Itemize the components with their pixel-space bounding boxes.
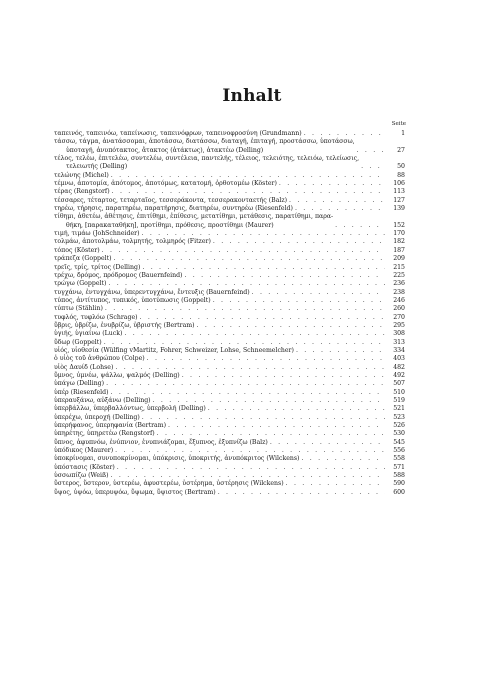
toc-entry-text xyxy=(54,389,108,397)
toc-page-number: 510 xyxy=(393,388,405,396)
dot-leader xyxy=(296,347,385,355)
toc-entry xyxy=(54,247,405,255)
dot-leader xyxy=(142,414,385,422)
toc-entry-line: ὑπόδικος (Maurer) xyxy=(54,447,114,455)
toc-entry-line: ὑγιής, ὑγιαίνω (Luck) xyxy=(54,330,123,338)
toc-entry-line: ὕμνος, ὑμνέω, ψάλλω, ψαλμός (Delling) xyxy=(54,371,180,379)
toc-page-number: 571 xyxy=(393,463,405,471)
toc-entry-text xyxy=(54,372,180,380)
toc-entry-line: τυφλός, τυφλόω (Schrage) xyxy=(54,313,138,321)
toc-entry-continuation-line: ὑποταγή, ἀνυπότακτος, ἄτακτος (ἀτάκτως), ἀτακτέω (Delling) xyxy=(66,146,264,154)
toc-entry-text xyxy=(54,330,122,338)
dot-leader xyxy=(114,255,385,263)
toc-page-number: 313 xyxy=(393,338,405,346)
toc-page-number: 507 xyxy=(393,380,405,388)
toc-page-number: 236 xyxy=(393,280,405,288)
toc-entry-line: τράπεζα (Goppelt) xyxy=(54,255,112,263)
dot-leader xyxy=(357,147,385,155)
toc-entry-text xyxy=(54,414,140,422)
toc-entry-text xyxy=(54,364,113,372)
toc-page-number: 187 xyxy=(393,246,405,254)
toc-entry xyxy=(54,322,405,330)
dot-leader xyxy=(279,180,385,188)
toc-entry-line: ὑπεραυξάνω, αὐξάνω (Delling) xyxy=(54,397,151,404)
toc-entry-line: τάσσω, τάγμα, ἀνατάσσομαι, ἀποτάσσω, διατάσσω, διαταγή, ἐπιταγή, προστάσσω, ὑποτάσσω, xyxy=(54,138,355,146)
dot-leader xyxy=(124,330,385,338)
toc-entry-line: ὕψος, ὑψόω, ὑπερυψόω, ὕψωμα, ὕψιστος (Bertram) xyxy=(54,488,216,496)
toc-page-number: 492 xyxy=(393,371,405,379)
toc-entry-line: τρεῖς, τρίς, τρίτος (Delling) xyxy=(54,263,141,271)
dot-leader xyxy=(102,247,385,255)
page-title: Inhalt xyxy=(222,86,282,106)
toc-entry xyxy=(54,188,405,196)
dot-leader xyxy=(108,280,385,288)
toc-page-number: 588 xyxy=(393,472,405,480)
toc-page-number: 558 xyxy=(393,455,405,463)
toc-entry-line: τρέχω, δρόμος, πρόδρομος (Bauernfeind) xyxy=(54,271,183,279)
toc-page-number: 521 xyxy=(393,405,405,413)
toc-entry xyxy=(54,405,405,413)
toc-entry-continuation-line: θήκη, [παρακαταθήκη], προτίθημι, πρόθεσις, προστίθημι (Maurer) xyxy=(66,221,274,229)
toc-entry-text xyxy=(54,230,140,238)
dot-leader xyxy=(270,439,385,447)
toc-entry-text xyxy=(54,297,211,305)
dot-leader xyxy=(115,447,385,455)
toc-entry-line: τέρας (Rengstorf) xyxy=(54,188,110,196)
toc-entry xyxy=(54,213,405,230)
dot-leader xyxy=(335,222,385,230)
toc-entry-text xyxy=(54,155,359,172)
toc-page-number: 209 xyxy=(393,255,405,263)
toc-entry-line: ὑποκρίνομαι, συνυποκρίνομαι, ὑπόκρισις, ὑποκριτής, ἀνυπόκριτος (Wilckens) xyxy=(54,455,300,463)
dot-leader xyxy=(147,355,385,363)
toc-page-number: 50 xyxy=(397,163,405,171)
toc-entry xyxy=(54,138,405,155)
toc-entry-text xyxy=(54,172,109,180)
toc-entry-text xyxy=(54,430,155,438)
toc-entry-text xyxy=(54,188,110,196)
toc-entry-line: ὑπηρέτης, ὑπηρετέω (Rengstorf) xyxy=(54,430,155,438)
toc-entry xyxy=(54,155,405,172)
toc-entry xyxy=(54,197,405,205)
dot-leader xyxy=(252,289,385,297)
toc-entry-line: ὑπόστασις (Köster) xyxy=(54,463,115,471)
toc-entry xyxy=(54,364,405,372)
toc-entry xyxy=(54,389,405,397)
dot-leader xyxy=(361,163,385,171)
table-of-contents xyxy=(54,130,405,497)
toc-entry-line: τόπος (Köster) xyxy=(54,246,100,254)
dot-leader xyxy=(115,364,385,372)
toc-entry-text xyxy=(54,264,140,272)
dot-leader xyxy=(112,188,385,196)
dot-leader xyxy=(110,389,385,397)
toc-entry-line: ὑσσωπίζω (Weiß) xyxy=(54,472,109,480)
toc-page-number: 246 xyxy=(393,296,405,304)
toc-entry-line: ὑπάγω (Delling) xyxy=(54,380,105,388)
toc-entry xyxy=(54,464,405,472)
toc-entry-line: τηρέω, τήρησις, παρατηρέω, παρατήρησις, διατηρέω, συντηρέω (Riesenfeld) xyxy=(54,205,293,213)
dot-leader xyxy=(182,372,385,380)
toc-page-number: 530 xyxy=(393,430,405,438)
dot-leader xyxy=(157,430,385,438)
toc-entry-text xyxy=(54,455,299,463)
dot-leader xyxy=(105,305,385,313)
toc-entry-text xyxy=(54,272,182,280)
page-column-header: Seite xyxy=(391,121,406,127)
toc-entry xyxy=(54,255,405,263)
toc-entry-text xyxy=(54,339,102,347)
toc-entry-text xyxy=(54,439,268,447)
toc-entry-text xyxy=(54,238,211,246)
toc-entry-text xyxy=(54,422,166,430)
toc-entry xyxy=(54,397,405,405)
toc-entry-line: τολμάω, ἀποτολμάω, τολμητής, τολμηρός (Fitzer) xyxy=(54,238,211,246)
toc-page-number: 556 xyxy=(393,447,405,455)
toc-entry-text xyxy=(54,447,113,455)
toc-entry xyxy=(54,430,405,438)
dot-leader xyxy=(168,422,385,430)
toc-entry xyxy=(54,330,405,338)
toc-page-number: 545 xyxy=(393,438,405,446)
toc-page-number: 482 xyxy=(393,363,405,371)
dot-leader xyxy=(111,172,385,180)
dot-leader xyxy=(153,397,385,405)
toc-entry xyxy=(54,489,405,497)
toc-entry-line: τύπος, ἀντίτυπος, τυπικός, ὑποτύπωσις (Goppelt) xyxy=(54,296,211,304)
toc-entry-line: ὕβρις, ὑβρίζω, ἐνυβρίζω, ὑβριστής (Bertram) xyxy=(54,321,195,329)
toc-entry xyxy=(54,314,405,322)
toc-page-number: 270 xyxy=(393,313,405,321)
toc-entry-text xyxy=(54,213,333,230)
toc-entry-line: ὕστερος, ὕστερον, ὑστερέω, ἀφυστερέω, ὑστέρημα, ὑστέρησις (Wilckens) xyxy=(54,480,284,488)
toc-entry-text xyxy=(54,138,355,155)
toc-entry-line: τυγχάνω, ἐντυγχάνω, ὑπερεντυγχάνω, ἔντευξις (Bauernfeind) xyxy=(54,288,250,296)
dot-leader xyxy=(208,405,385,413)
toc-entry-text xyxy=(54,197,287,205)
toc-entry-text xyxy=(54,380,104,388)
toc-entry-text xyxy=(54,347,294,355)
dot-leader xyxy=(111,472,385,480)
toc-entry xyxy=(54,180,405,188)
toc-entry-line: τίθημι, ἀθετέω, ἀθέτησις, ἐπιτίθημι, ἐπίθεσις, μετατίθημι, μετάθεσις, παρατίθημι, παρα- xyxy=(54,213,334,221)
toc-page-number: 215 xyxy=(393,263,405,271)
toc-page-number: 295 xyxy=(393,321,405,329)
toc-entry xyxy=(54,355,405,363)
dot-leader xyxy=(289,197,385,205)
toc-entry xyxy=(54,238,405,246)
toc-entry xyxy=(54,380,405,388)
toc-entry-line: υἱός, υἱοθεσία (Wülfing vMartitz, Fohrer, Schweizer, Lohse, Schneemelcher) xyxy=(54,346,294,354)
toc-entry-text xyxy=(54,314,138,322)
toc-page-number: 308 xyxy=(393,330,405,338)
toc-entry-line: ταπεινός, ταπεινόω, ταπείνωσις, ταπεινόφρων, ταπεινοφροσύνη (Grundmann) xyxy=(54,130,302,137)
toc-entry-text xyxy=(54,397,151,405)
toc-entry-text xyxy=(54,205,293,213)
dot-leader xyxy=(213,238,385,246)
toc-page-number: 526 xyxy=(393,422,405,430)
toc-entry-text xyxy=(54,280,106,288)
toc-page-number: 27 xyxy=(397,146,405,154)
toc-entry xyxy=(54,347,405,355)
dot-leader xyxy=(142,230,386,238)
toc-entry-text xyxy=(54,247,100,255)
dot-leader xyxy=(213,297,385,305)
toc-page-number: 334 xyxy=(393,346,405,354)
toc-entry xyxy=(54,130,405,138)
toc-entry xyxy=(54,272,405,280)
dot-leader xyxy=(218,489,385,497)
toc-entry-text xyxy=(54,405,206,413)
toc-page-number: 127 xyxy=(393,196,405,204)
dot-leader xyxy=(140,314,385,322)
toc-entry-line: ὕδωρ (Goppelt) xyxy=(54,338,102,346)
dot-leader xyxy=(197,322,385,330)
toc-entry xyxy=(54,414,405,422)
dot-leader xyxy=(142,264,385,272)
dot-leader xyxy=(286,480,385,488)
dot-leader xyxy=(104,339,385,347)
toc-page-number: 238 xyxy=(393,288,405,296)
toc-entry-text xyxy=(54,305,103,313)
toc-entry xyxy=(54,339,405,347)
toc-entry-text xyxy=(54,322,195,330)
toc-entry xyxy=(54,447,405,455)
toc-entry-line: τέσσαρες, τέταρτος, τεταρταῖος, τεσσεράκοντα, τεσσερακονταετής (Balz) xyxy=(54,196,288,204)
dot-leader xyxy=(106,380,385,388)
toc-entry xyxy=(54,172,405,180)
dot-leader xyxy=(304,130,385,138)
toc-entry-text xyxy=(54,130,302,138)
toc-page-number: 590 xyxy=(393,480,405,488)
toc-entry-line: ὑπέρ (Riesenfeld) xyxy=(54,388,109,396)
toc-page-number: 260 xyxy=(393,305,405,313)
dot-leader xyxy=(117,464,385,472)
toc-entry-text xyxy=(54,464,115,472)
toc-page-number: 170 xyxy=(393,230,405,238)
toc-entry-continuation-line: τελειωτής (Delling) xyxy=(66,163,128,171)
toc-entry xyxy=(54,439,405,447)
toc-entry xyxy=(54,372,405,380)
toc-entry-line: ὑπερέχω, ὑπεροχή (Delling) xyxy=(54,413,140,421)
toc-entry-line: ὁ υἱὸς τοῦ ἀνθρώπου (Colpe) xyxy=(54,355,145,363)
toc-entry-text xyxy=(54,355,145,363)
dot-leader xyxy=(295,205,385,213)
toc-entry xyxy=(54,455,405,463)
toc-page-number: 106 xyxy=(393,180,405,188)
toc-entry-line: τύπτω (Stählin) xyxy=(54,305,103,313)
toc-entry-line: τελώνης (Michel) xyxy=(54,171,109,179)
toc-page-number: 113 xyxy=(393,188,405,196)
toc-entry xyxy=(54,289,405,297)
dot-leader xyxy=(184,272,385,280)
toc-entry-line: τέμνω, ἀποτομία, ἀπότομος, ἀποτόμως, κατατομή, ὀρθοτομέω (Köster) xyxy=(54,180,277,188)
toc-entry xyxy=(54,205,405,213)
toc-entry xyxy=(54,230,405,238)
toc-page-number: 403 xyxy=(393,355,405,363)
toc-page-number: 523 xyxy=(393,413,405,421)
toc-page-number: 600 xyxy=(393,488,405,496)
toc-page-number: 1 xyxy=(401,130,405,137)
toc-entry xyxy=(54,305,405,313)
toc-entry xyxy=(54,480,405,488)
toc-entry-text xyxy=(54,255,112,263)
toc-entry xyxy=(54,472,405,480)
toc-page-number: 152 xyxy=(393,221,405,229)
toc-page-number: 225 xyxy=(393,271,405,279)
toc-entry-line: τιμή, τιμάω (JohSchneider) xyxy=(54,230,140,238)
toc-entry-text xyxy=(54,480,284,488)
toc-entry xyxy=(54,422,405,430)
toc-entry-text xyxy=(54,289,250,297)
toc-page-number: 182 xyxy=(393,238,405,246)
toc-entry-text xyxy=(54,489,216,497)
toc-entry-line: ὑπερήφανος, ὑπερηφανία (Bertram) xyxy=(54,422,166,430)
toc-entry-line: τρώγω (Goppelt) xyxy=(54,280,107,288)
dot-leader xyxy=(301,455,385,463)
toc-page-number: 519 xyxy=(393,397,405,404)
toc-entry-line: ὑπερβάλλω, ὑπερβαλλόντως, ὑπερβολή (Delling) xyxy=(54,405,206,413)
toc-entry xyxy=(54,297,405,305)
toc-entry-text xyxy=(54,472,109,480)
toc-entry-line: υἱὸς Δαυίδ (Lohse) xyxy=(54,363,114,371)
toc-page-number: 88 xyxy=(397,171,405,179)
toc-entry-line: τέλος, τελέω, ἐπιτελέω, συντελέω, συντέλεια, παντελής, τέλειος, τελειότης, τελειόω, τελείωσις, xyxy=(54,155,360,163)
toc-page-number: 139 xyxy=(393,205,405,213)
toc-entry-line: ὕπνος, ἀφυπνόω, ἐνύπνιον, ἐνυπνιάζομαι, ἔξυπνος, ἐξυπνίζω (Balz) xyxy=(54,438,268,446)
toc-entry xyxy=(54,280,405,288)
toc-entry xyxy=(54,264,405,272)
toc-entry-text xyxy=(54,180,277,188)
